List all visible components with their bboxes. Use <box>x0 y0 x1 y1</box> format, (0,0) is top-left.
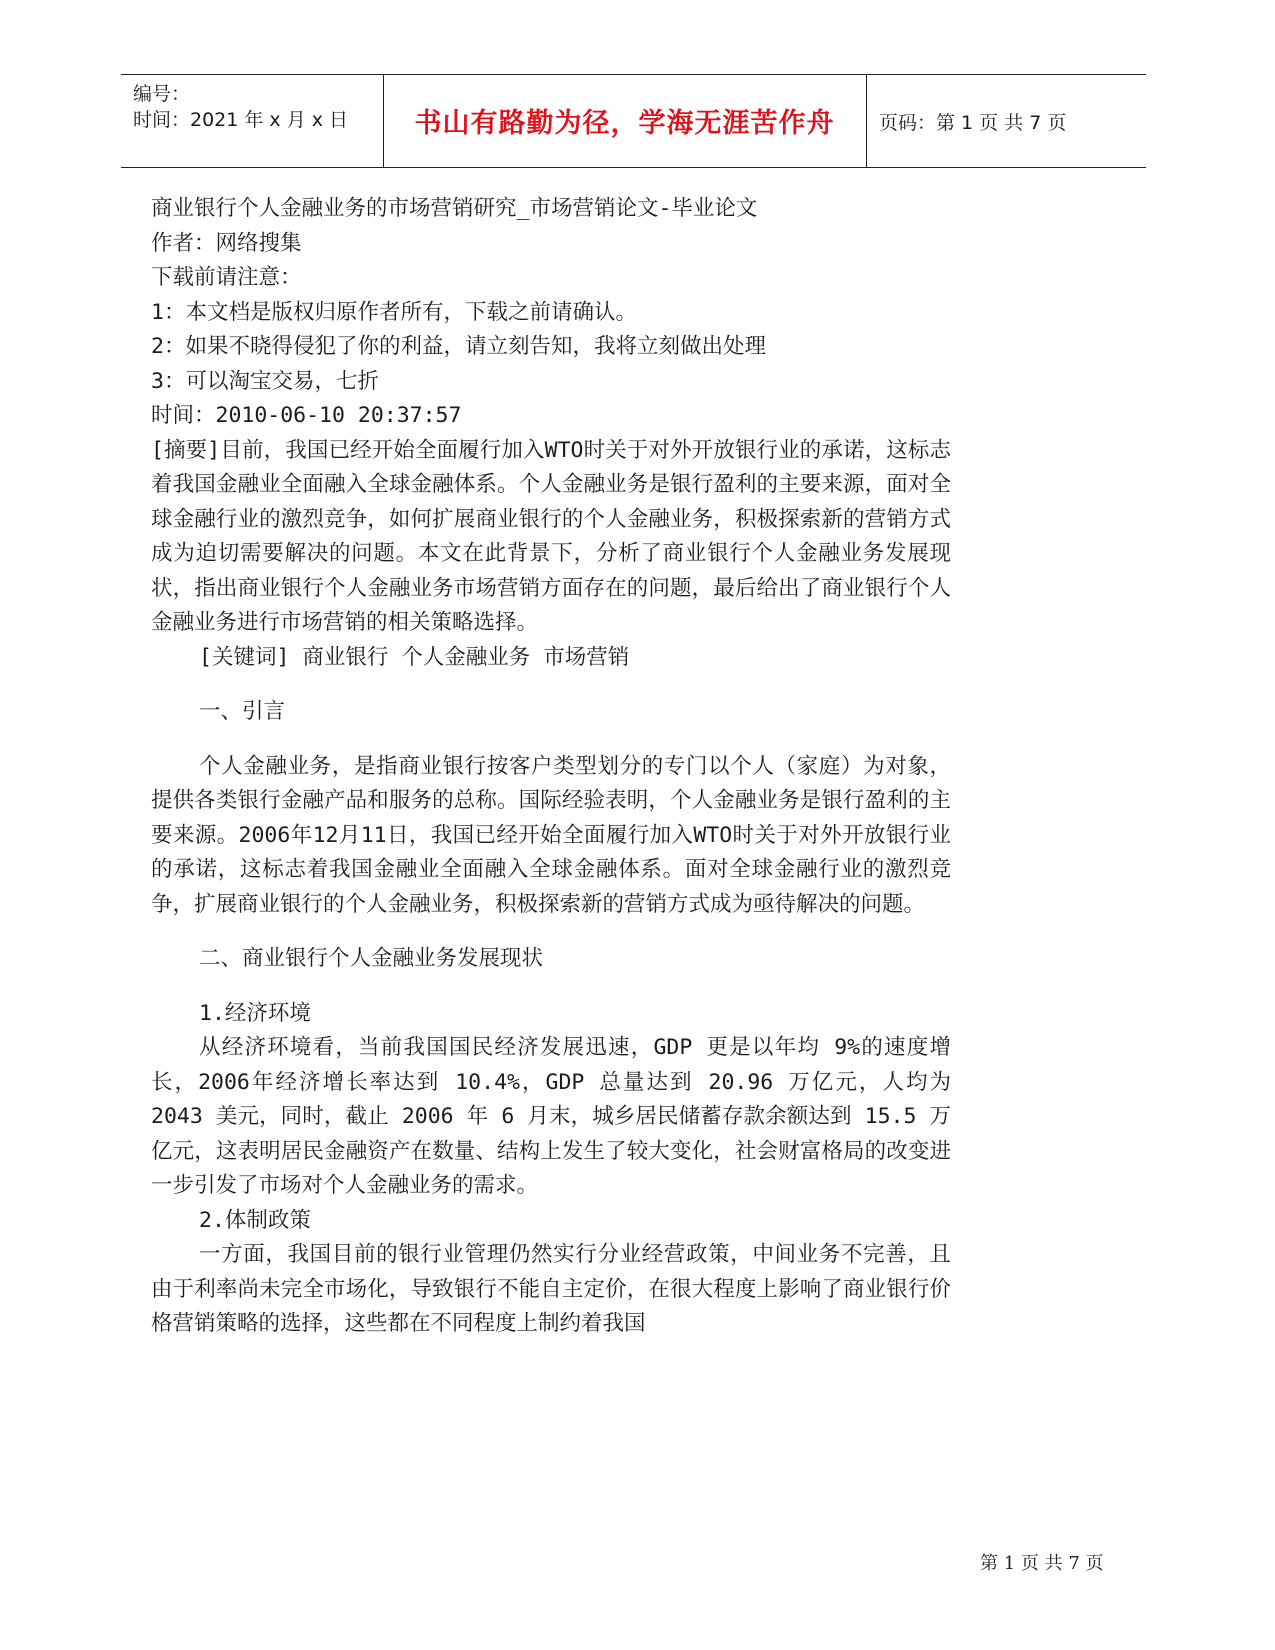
doc-date-label: 时间：2021 年 x 月 x 日 <box>133 109 349 131</box>
notice-title: 下载前请注意： <box>151 265 302 290</box>
policy-paragraph: 一方面，我国目前的银行业管理仍然实行分业经营政策，中间业务不完善，且由于利率尚未完全市场化，导致银行不能自主定价，在很大程度上影响了商业银行价格营销策略的选择，这些都在不同程度上制约着我国 <box>151 1242 951 1336</box>
header-motto: 书山有路勤为径，学海无涯苦作舟 <box>414 108 835 139</box>
document-header <box>121 74 1146 168</box>
keywords-line: [关键词] 商业银行 个人金融业务 市场营销 <box>199 644 630 670</box>
notice-item: 3：可以淘宝交易，七折 <box>151 368 379 394</box>
doc-title: 商业银行个人金融业务的市场营销研究_市场营销论文-毕业论文 <box>151 196 758 221</box>
header-page-info: 页码：第 1 页 共 7 页 <box>879 112 1067 134</box>
document-body <box>151 192 951 1342</box>
section-heading: 二、商业银行个人金融业务发展现状 <box>199 946 544 971</box>
page-footer: 第 1 页 共 7 页 <box>980 1553 1104 1574</box>
doc-number-label: 编号： <box>133 83 191 105</box>
subsection-heading: 1.经济环境 <box>199 1000 311 1026</box>
section-heading: 一、引言 <box>199 699 286 724</box>
abstract-paragraph: [摘要]目前，我国已经开始全面履行加入WTO时关于对外开放银行业的承诺，这标志着我国金融业全面融入全球金融体系。个人金融业务是银行盈利的主要来源，面对全球金融行业的激烈竞争，如何扩展商业银行的个人金融业务，积极探索新的营销方式成为迫切需要解决的问题。本文在此背景下，分析了商业银行个人金融业务发展现状，指出商业银行个人金融业务市场营销方面存在的问题，最后给出了商业银行个人金融业务进行市场营销的相关策略选择。 <box>151 437 951 635</box>
notice-item: 2：如果不晓得侵犯了你的利益，请立刻告知，我将立刻做出处理 <box>151 334 766 359</box>
subsection-heading: 2.体制政策 <box>199 1207 311 1233</box>
intro-paragraph: 个人金融业务，是指商业银行按客户类型划分的专门以个人（家庭）为对象，提供各类银行金融产品和服务的总称。国际经验表明，个人金融业务是银行盈利的主要来源。2006年12月11日，我国已经开始全面履行加入WTO时关于对外开放银行业的承诺，这标志着我国金融业全面融入全球金融体系。面对全球金融行业的激烈竞争，扩展商业银行的个人金融业务，积极探索新的营销方式成为亟待解决的问题。 <box>151 753 951 917</box>
header-divider <box>866 75 867 167</box>
doc-timestamp: 时间：2010-06-10 20:37:57 <box>151 403 462 428</box>
notice-item: 1：本文档是版权归原作者所有，下载之前请确认。 <box>151 299 637 325</box>
economy-paragraph: 从经济环境看，当前我国国民经济发展迅速，GDP 更是以年均 9%的速度增长，2006年经济增长率达到 10.4%，GDP 总量达到 20.96 万亿元，人均为 2043 美元，同时，截止 2006 年 6 月末，城乡居民储蓄存款余额达到 15.5 万亿元，这表明居民金融资产在数量、结构上发生了较大变化，社会财富格局的改变进一步引发了市场对个人金融业务的需求。 <box>151 1035 951 1198</box>
doc-author: 作者：网络搜集 <box>151 230 302 256</box>
